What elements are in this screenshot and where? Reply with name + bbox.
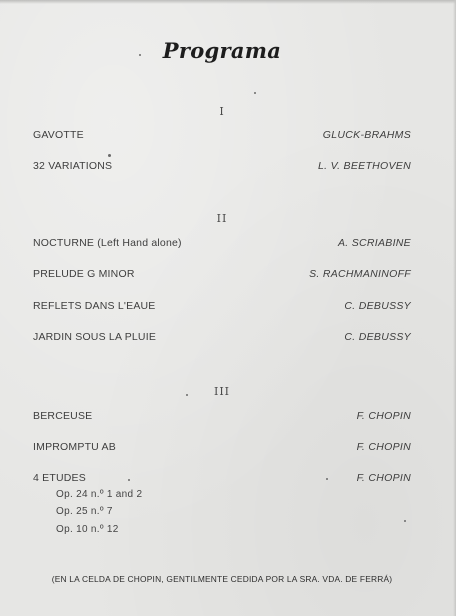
program-item xyxy=(33,237,411,251)
etude-opus: Op. 10 n.º 12 xyxy=(56,524,119,535)
etude-opus: Op. 25 n.º 7 xyxy=(56,506,113,517)
composer-name: A. SCRIABINE xyxy=(337,237,411,249)
program-item xyxy=(33,472,411,486)
section-numeral-1: I xyxy=(219,105,225,118)
piece-title: PRELUDE G MINOR xyxy=(33,268,135,280)
section-numeral-2: II xyxy=(216,212,228,225)
paper-speck xyxy=(139,54,141,56)
composer-name: F. CHOPIN xyxy=(356,410,411,422)
composer-name: L. V. BEETHOVEN xyxy=(318,160,411,172)
venue-note: (EN LA CELDA DE CHOPIN, GENTILMENTE CEDIDA POR LA SRA. VDA. DE FERRÁ) xyxy=(51,574,393,584)
piece-title: 32 VARIATIONS xyxy=(33,160,113,172)
piece-title: 4 ETUDES xyxy=(33,472,86,484)
composer-name: S. RACHMANINOFF xyxy=(309,268,411,280)
composer-name: GLUCK-BRAHMS xyxy=(322,129,411,141)
program-item xyxy=(33,441,411,455)
paper-speck xyxy=(108,154,111,157)
paper-speck xyxy=(404,520,406,522)
program-item xyxy=(33,268,411,282)
paper-speck xyxy=(254,92,256,94)
program-item xyxy=(33,300,411,314)
piece-title: BERCEUSE xyxy=(33,410,93,422)
program-item xyxy=(33,160,411,174)
program-item xyxy=(33,331,411,345)
section-numeral-3: III xyxy=(213,385,231,398)
program-item xyxy=(33,410,411,424)
paper-speck xyxy=(326,478,328,480)
piece-title: JARDIN SOUS LA PLUIE xyxy=(33,331,157,343)
composer-name: F. CHOPIN xyxy=(356,441,411,453)
etude-opus: Op. 24 n.º 1 and 2 xyxy=(56,489,143,500)
composer-name: C. DEBUSSY xyxy=(344,331,411,343)
paper-speck xyxy=(186,394,188,396)
composer-name: F. CHOPIN xyxy=(356,472,411,484)
piece-title: GAVOTTE xyxy=(33,129,84,141)
program-item xyxy=(33,129,411,143)
piece-title: NOCTURNE (Left Hand alone) xyxy=(33,237,182,249)
piece-title: REFLETS DANS L'EAUE xyxy=(33,300,156,312)
paper-speck xyxy=(128,479,130,481)
composer-name: C. DEBUSSY xyxy=(344,300,411,312)
piece-title: IMPROMPTU AB xyxy=(33,441,116,453)
page-top-edge xyxy=(0,0,456,4)
page-title: Programa xyxy=(162,38,282,63)
